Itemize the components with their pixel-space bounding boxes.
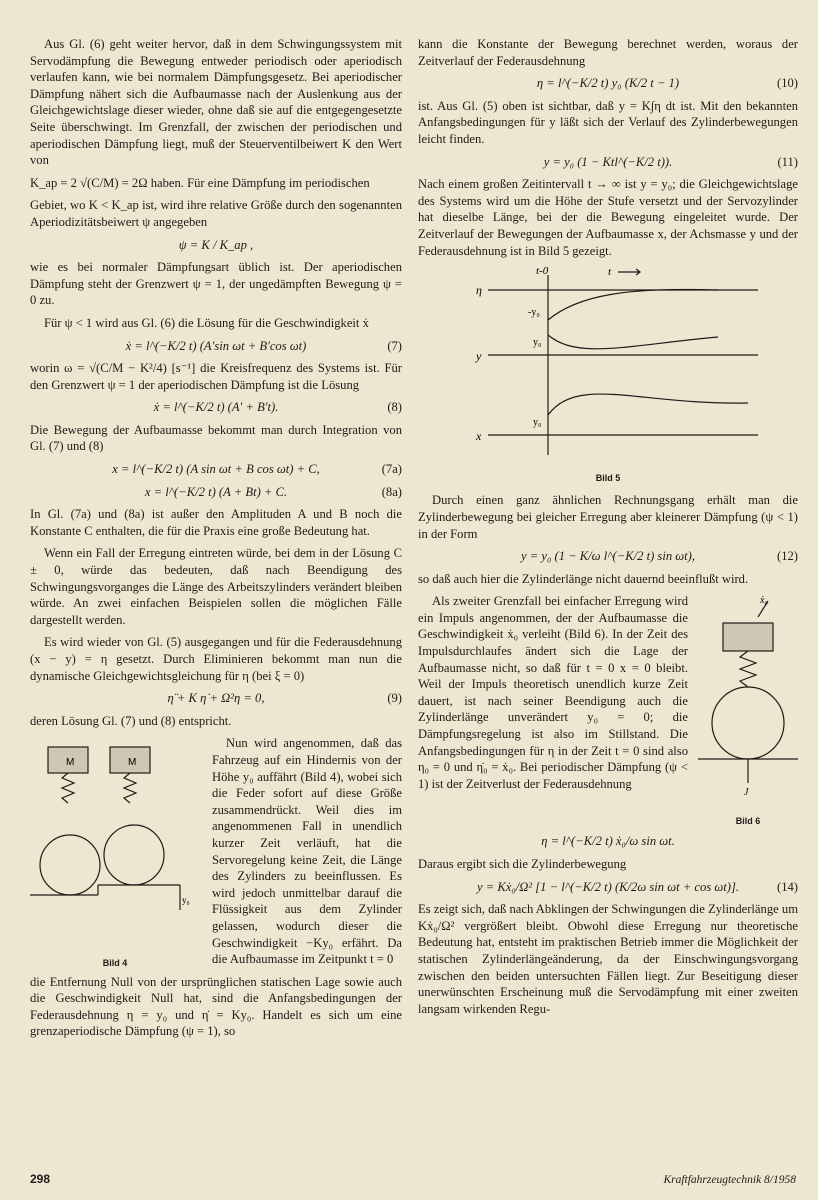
figure-4 bbox=[30, 735, 200, 971]
paragraph: wie es bei normaler Dämpfungsart üblich ist. Der aperiodischen Dämpfung steht der Grenzwert ψ = 1, der ungedämpften Bewegung ψ = 0 zu. bbox=[30, 260, 402, 308]
equation-7: ẋ = l^(−K/2 t) (A′sin ωt + B′cos ωt) (7) bbox=[125, 338, 402, 353]
neg-y0-label: -y₀ bbox=[528, 307, 540, 319]
equation-12: y = y₀ (1 − K/ω l^(−K/2 t) sin ωt), (12) bbox=[521, 549, 798, 564]
paragraph: deren Lösung Gl. (7) und (8) entspricht. bbox=[30, 713, 232, 728]
figure-caption: Bild 5 bbox=[595, 472, 621, 483]
equation-9: η̈ + K η̇ + Ω²η = 0, (9) bbox=[167, 691, 402, 706]
figure-caption: Bild 6 bbox=[735, 815, 761, 826]
y0-label: y₀ bbox=[533, 417, 542, 429]
height-label: y₀ bbox=[182, 895, 190, 906]
equation-7a: x = l^(−K/2 t) (A sin ωt + B cos ωt) + C, (7a) bbox=[112, 462, 402, 477]
equation-13: η = l^(−K/2 t) ẋ₀/ω sin ωt. bbox=[541, 834, 675, 849]
paragraph: Als zweiter Grenzfall bei einfacher Erregung wird ein Impuls angenommen, der der Aufbaumasse die Geschwindigkeit ẋ₀ verleiht (Bild 6). In der Zeit des Impulsdurchlaufes ändert sich die Lage der Aufbaumasse nicht, so daß für t = 0 x = 0 bleibt. Weil der Impuls theoretisch unendlich kurze Zeit dauert, ist nach seiner Beendigung auch die Zylinderlänge unverändert y₀ = 0; die Dämpfungsregelung ist also im Stillstand. Die Anfangsbedingungen für η in der Zeit t = 0 sind also η₀ = 0 und η̇₀ = ẋ₀. Bei periodischer Dämpfung (ψ < 1) ist der Zeitverlust der Federausdehnung bbox=[418, 594, 688, 791]
paragraph: Die Bewegung der Aufbaumasse bekommt man durch Integration von Gl. (7) und (8) bbox=[30, 422, 402, 454]
paragraph: Durch einen ganz ähnlichen Rechnungsgang erhält man die Zylinderbewegung bei gleicher Erregung aber kleinerer Dämpfung (ψ < 1) in der Form bbox=[418, 493, 798, 541]
paragraph: die Entfernung Null von der ursprünglichen statischen Lage sowie auch die Geschwindigkeit Null hat, sind die Anfangsbedingungen der Federausdehnung η = y₀ und η̇ = Ky₀. Handelt es sich um eine grenzaperiodische Dämpfung (ψ = 1), so bbox=[30, 974, 402, 1039]
paragraph: Nun wird angenommen, daß das Fahrzeug auf ein Hindernis von der Höhe y₀ auffährt (Bild 4), wobei sich die Feder sofort auf diese Größe zusammendrückt. Weil dies im angenommenen Fall in unendlich kurzer Zeit verläuft, hat die Servoregelung keine Zeit, die Länge des Zylinders zu beeinflussen. Es wird jedoch unmittelbar darauf die Flüssigkeit aus dem Zylinder gelassen, wodurch dieser die Geschwindigkeit −Ky₀ erfährt. Da die Aufbaumasse im Zeitpunkt t = 0 bbox=[212, 736, 402, 967]
t-label: t bbox=[608, 266, 612, 279]
equation-10: η = l^(−K/2 t) y₀ (K/2 t − 1) (10) bbox=[536, 76, 798, 91]
equation-8a: x = l^(−K/2 t) (A + Bt) + C. (8a) bbox=[144, 484, 402, 499]
figure-5 bbox=[418, 265, 798, 486]
paragraph: Es wird wieder von Gl. (5) ausgegangen und für die Federausdehnung (x − y) = η gesetzt. Durch Eliminieren bekommt man nun die dynamische Gleichgewichtsgleichung für η (bei ξ = 0) bbox=[30, 635, 402, 683]
paragraph: Wenn ein Fall der Erregung eintreten würde, bei dem in der Lösung C ± 0, würde das bedeuten, daß nach Beendigung des Schwingungsvorganges die Länge des Arbeitszylinders verändert bleiben würde. An zwei einfachen Beispielen sollen die möglichen Fälle dargestellt werden. bbox=[30, 546, 402, 627]
figure-6-drawing bbox=[698, 593, 798, 808]
left-column bbox=[30, 36, 402, 1046]
y-label: y bbox=[476, 349, 482, 364]
paragraph: Für ψ < 1 wird aus Gl. (6) die Lösung für die Geschwindigkeit ẋ bbox=[44, 315, 369, 330]
paragraph: Gebiet, wo K < K_ap ist, wird ihre relative Größe durch den sogenannten Aperiodizitätsbeiwert ψ angegeben bbox=[30, 198, 402, 229]
impulse-label: J bbox=[744, 787, 749, 799]
paragraph: Daraus ergibt sich die Zylinderbewegung bbox=[418, 857, 627, 872]
paragraph: kann die Konstante der Bewegung berechnet werden, woraus der Zeitverlauf der Federausdehnung bbox=[418, 37, 798, 68]
mass-label: M bbox=[66, 757, 75, 769]
figure-4-drawing bbox=[30, 735, 200, 950]
y0-label: y₀ bbox=[533, 337, 542, 349]
paragraph: Nach einem großen Zeitintervall t → ∞ ist y = y₀; die Gleichgewichtslage des Systems wird um die Höhe der Stufe versetzt und der Servozylinder hat dieselbe Länge, bei der die Bewegung eingeleitet wurde. Der Zeitverlauf der Bewegungen der Aufbaumasse x, der Achsmasse y und der Federausdehnung ist in Bild 5 gezeigt. bbox=[418, 177, 798, 258]
figure-5-drawing bbox=[418, 265, 798, 465]
equation-11: y = y₀ (1 − Ktl^(−K/2 t)). (11) bbox=[543, 154, 798, 169]
right-column bbox=[418, 36, 798, 1023]
x0-label: ẋ₀ bbox=[760, 595, 768, 607]
paragraph: In Gl. (7a) und (8a) ist außer den Amplituden A und B noch die Konstante C enthalten, die für die Praxis eine große Bedeutung hat. bbox=[30, 507, 402, 538]
figure-caption: Bild 4 bbox=[102, 957, 128, 968]
paragraph: ist. Aus Gl. (5) oben ist sichtbar, daß y = K∫η dt ist. Mit den bekannten Anfangsbedingungen für y läßt sich der Verlauf des Zylinderbewegungen leicht finden. bbox=[418, 98, 798, 146]
paragraph: so daß auch hier die Zylinderlänge nicht dauernd beeinflußt wird. bbox=[418, 571, 749, 586]
t0-label: t-0 bbox=[536, 265, 549, 278]
figure-6 bbox=[698, 593, 798, 829]
paragraph: worin ω = √(C/M − K²/4) [s⁻¹] die Kreisfrequenz des Systems ist. Für den Grenzwert ψ = 1 der aperiodischen Dämpfung ist die Lösung bbox=[30, 361, 402, 392]
inline-equation-kap: K_ap = 2 √(C/M) = 2Ω haben. Für eine Dämpfung im periodischen bbox=[30, 175, 370, 190]
page-number: 298 bbox=[30, 1172, 51, 1186]
equation-8: ẋ = l^(−K/2 t) (A′ + B′t). (8) bbox=[153, 400, 402, 415]
journal-footer: Kraftfahrzeugtechnik 8/1958 bbox=[663, 1174, 796, 1186]
eta-label: η bbox=[476, 283, 482, 298]
mass-label: M bbox=[128, 757, 137, 769]
equation-psi: ψ = K / K_ap , bbox=[178, 237, 254, 252]
equation-14: y = Kẋ₀/Ω² [1 − l^(−K/2 t) (K/2ω sin ωt + cos ωt)]. (14) bbox=[477, 879, 798, 894]
paragraph: Es zeigt sich, daß nach Abklingen der Schwingungen die Zylinderlänge um Kẋ₀/Ω² vergrößert bleibt. Obwohl diese Erregung nur theoretische Bedeutung hat, entsteht im praktischen Betrieb immer die Möglichkeit der statischen Zylinderlängeänderung, da der Einschwingungsvorgang zwischen den beiden untersuchten Fällen liegt. Zur Beseitigung dieser unerwünschten Erscheinung muß die Servodämpfung mit einer zweiten langsam wirkenden Regu- bbox=[418, 902, 798, 1016]
paragraph: Aus Gl. (6) geht weiter hervor, daß in dem Schwingungssystem mit Servodämpfung die Bewegung entweder periodisch oder aperiodisch verlaufen kann, wie bei normalem Dämpfungsgesetz. Bei aperiodischer Dämpfung nähert sich die Aufbaumasse nach der Auslenkung aus der Gleichgewichtslage dieser wieder, ohne daß sie auf die entgegengesetzte Seite überschwingt. Im Grenzfall, der zwischen der periodischen und aperiodischen Dämpfung liegt, muß der Steuerventilbeiwert K den Wert von bbox=[30, 37, 402, 168]
x-label: x bbox=[476, 429, 482, 444]
